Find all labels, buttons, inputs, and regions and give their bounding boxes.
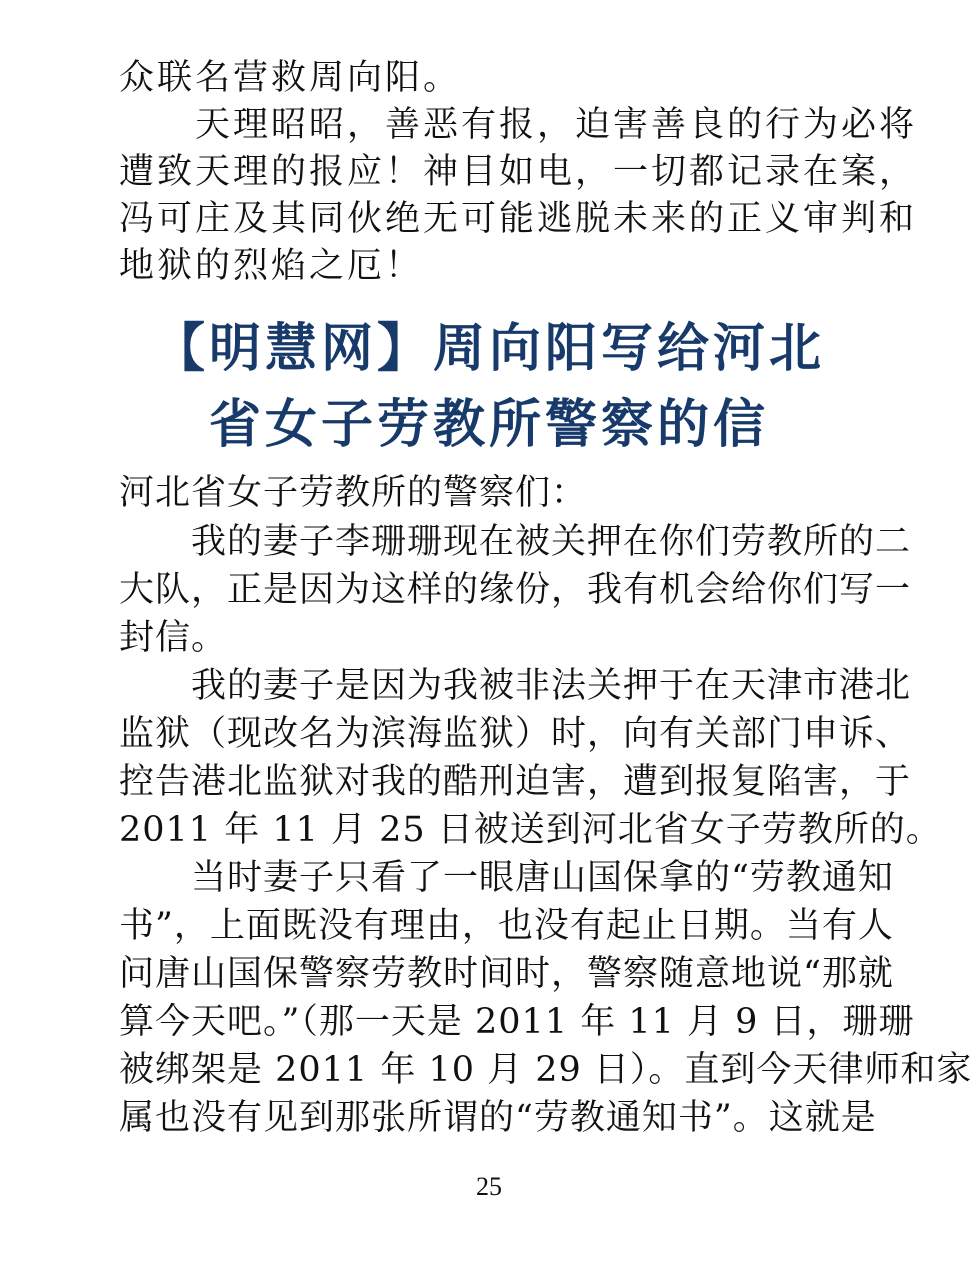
- body-line: 算今天吧。”（那一天是 2011 年 11 月 9 日，珊珊: [119, 1002, 915, 1042]
- body-line: 被绑架是 2011 年 10 月 29 日）。直到今天律师和家: [119, 1050, 973, 1090]
- salutation: 河北省女子劳教所的警察们：: [119, 473, 588, 513]
- body-line: 2011 年 11 月 25 日被送到河北省女子劳教所的。: [119, 810, 942, 850]
- body-line: 书”，上面既没有理由，也没有起止日期。当有人: [119, 906, 894, 946]
- body-line: 问唐山国保警察劳教时间时，警察随意地说“那就: [119, 954, 894, 994]
- body-line: 监狱（现改名为滨海监狱）时，向有关部门申诉、: [119, 714, 912, 754]
- article-title-line2: 省女子劳教所警察的信: [208, 395, 769, 455]
- body-line: 封信。: [119, 618, 228, 658]
- article-title-line1: 【明慧网】周向阳写给河北: [152, 319, 825, 379]
- body-line: 属也没有见到那张所谓的“劳教通知书”。这就是: [119, 1098, 877, 1138]
- body-line: 控告港北监狱对我的酷刑迫害，遭到报复陷害，于: [119, 762, 912, 802]
- body-line: 冯可庄及其同伙绝无可能逃脱未来的正义审判和: [119, 199, 918, 239]
- body-line: 我的妻子李珊珊现在被关押在你们劳教所的二: [119, 522, 912, 562]
- page-number: 25: [476, 1172, 502, 1201]
- body-line: 地狱的烈焰之厄！: [119, 246, 424, 286]
- body-line: 众联名营救周向阳。: [119, 58, 462, 98]
- body-line: 我的妻子是因为我被非法关押于在天津市港北: [119, 666, 912, 706]
- body-line: 当时妻子只看了一眼唐山国保拿的“劳教通知: [119, 858, 894, 898]
- body-line: 遭致天理的报应！神目如电，一切都记录在案，: [119, 152, 918, 192]
- body-line: 大队，正是因为这样的缘份，我有机会给你们写一: [119, 570, 912, 610]
- body-line: 天理昭昭，善恶有报，迫害善良的行为必将: [119, 105, 918, 145]
